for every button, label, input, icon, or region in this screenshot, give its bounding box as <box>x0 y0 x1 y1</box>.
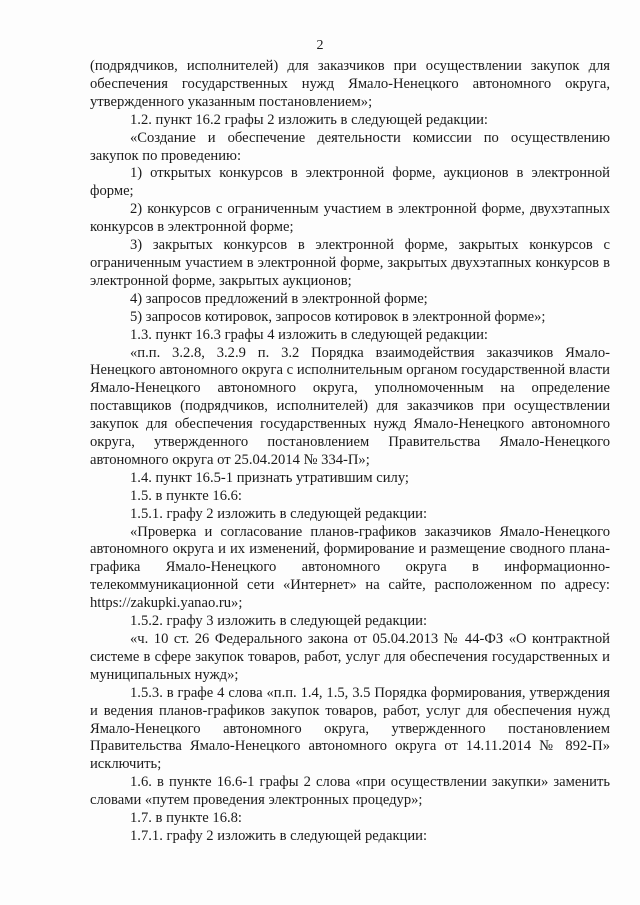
document-paragraph: «п.п. 3.2.8, 3.2.9 п. 3.2 Порядка взаимодействия заказчиков Ямало-Ненецкого автономного округа с исполнительным органом государственной власти Ямало-Ненецкого автономного округа, уполномоченным на определение поставщиков (подрядчиков, исполнителей) для заказчиков при осуществлении закупок для обеспечения государственных нужд Ямало-Ненецкого автономного округа, утвержденного постановлением Правительства Ямало-Ненецкого автономного округа от 25.04.2014 № 334-П»; <box>90 344 610 468</box>
document-paragraph: 1) открытых конкурсов в электронной форме, аукционов в электронной форме; <box>90 165 610 200</box>
document-paragraph: 1.2. пункт 16.2 графы 2 изложить в следующей редакции: <box>130 111 488 128</box>
document-paragraph: 1.5. в пункте 16.6: <box>130 487 242 504</box>
document-paragraph: 1.4. пункт 16.5-1 признать утратившим силу; <box>130 469 409 486</box>
document-paragraph: 2) конкурсов с ограниченным участием в электронной форме, двухэтапных конкурсов в электронной форме; <box>90 201 610 236</box>
document-paragraph: 1.7. в пункте 16.8: <box>130 810 242 827</box>
document-body <box>90 58 610 846</box>
document-paragraph: «Создание и обеспечение деятельности комиссии по осуществлению закупок по проведению: <box>90 129 610 164</box>
document-paragraph: «ч. 10 ст. 26 Федерального закона от 05.04.2013 № 44-ФЗ «О контрактной системе в сфере закупок товаров, работ, услуг для обеспечения государственных и муниципальных нужд»; <box>90 631 610 683</box>
document-paragraph: 1.5.3. в графе 4 слова «п.п. 1.4, 1.5, 3.5 Порядка формирования, утверждения и ведения планов-графиков закупок товаров, работ, услуг для обеспечения нужд Ямало-Ненецкого автономного округа, утвержденного постановлением Правительства Ямало-Ненецкого автономного округа от 14.11.2014 № 892-П» исключить; <box>90 684 610 773</box>
document-paragraph: 1.5.1. графу 2 изложить в следующей редакции: <box>130 505 428 522</box>
document-paragraph: 1.7.1. графу 2 изложить в следующей редакции: <box>130 827 428 844</box>
page-number: 2 <box>316 38 324 53</box>
document-paragraph: 4) запросов предложений в электронной форме; <box>130 290 428 307</box>
document-paragraph: 5) запросов котировок, запросов котировок в электронной форме»; <box>130 308 546 325</box>
document-paragraph: 1.6. в пункте 16.6-1 графы 2 слова «при осуществлении закупки» заменить словами «путем проведения электронных процедур»; <box>90 774 610 809</box>
document-paragraph: 1.5.2. графу 3 изложить в следующей редакции: <box>130 613 428 630</box>
document-paragraph: (подрядчиков, исполнителей) для заказчиков при осуществлении закупок для обеспечения государственных нужд Ямало-Ненецкого автономного округа, утвержденного указанным постановлением»; <box>90 58 610 110</box>
document-paragraph: 1.3. пункт 16.3 графы 4 изложить в следующей редакции: <box>130 326 488 343</box>
document-paragraph: «Проверка и согласование планов-графиков заказчиков Ямало-Ненецкого автономного округа и их изменений, формирование и размещение сводного плана-графика Ямало-Ненецкого автономного округа в информационно-телекоммуникационной сети «Интернет» на сайте, расположенном по адресу: https://zakupki.yanao.ru»; <box>90 523 610 612</box>
document-paragraph: 3) закрытых конкурсов в электронной форме, закрытых конкурсов с ограниченным участием в электронной форме, закрытых двухэтапных конкурсов в электронной форме, закрытых аукционов; <box>90 237 610 289</box>
